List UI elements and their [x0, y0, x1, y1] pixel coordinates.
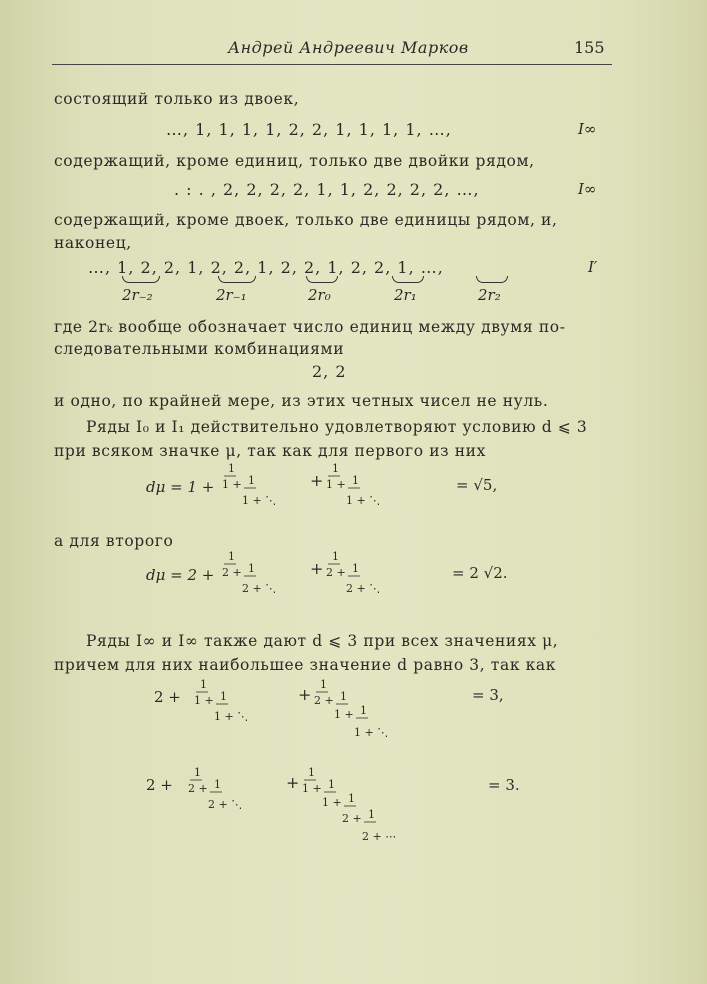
cf4-num-f: 1	[368, 808, 375, 821]
cf4-num-b: 1	[214, 778, 221, 791]
brace-label-3: 2r₀	[308, 286, 331, 304]
cf1-plus: +	[310, 471, 324, 490]
cf1-num-c: 1	[332, 462, 339, 475]
cf4-den-f: 2 + ⋯	[362, 830, 397, 843]
cf3-num-a: 1	[200, 678, 207, 691]
cf4-den-d: 1 +	[322, 796, 342, 809]
text-line-12: Ряды I∞ и I∞ также дают d ⩽ 3 при всех значениях μ,	[86, 632, 559, 650]
cf3-num-c: 1	[320, 678, 327, 691]
cf2-den-d: 2 + ⋱	[346, 582, 381, 595]
page-number: 155	[574, 38, 605, 57]
text-line-2: содержащий, кроме единиц, только две двойки рядом,	[54, 152, 535, 170]
underbrace-3	[306, 276, 338, 283]
cf2-num-b: 1	[248, 562, 255, 575]
formula-1-continued-fraction	[222, 460, 472, 524]
cf2-den-b: 2 + ⋱	[242, 582, 277, 595]
text-line-8: и одно, по крайней мере, из этих четных чисел не нуль.	[54, 392, 549, 410]
brace-label-1: 2r₋₂	[122, 286, 153, 304]
cf4-den-b: 2 + ⋱	[208, 798, 243, 811]
formula-3-rhs: = 3,	[472, 686, 504, 704]
text-line-3: содержащий, кроме двоек, только две единицы рядом, и,	[54, 211, 558, 229]
formula-2-continued-fraction	[222, 548, 472, 612]
underbrace-1	[122, 276, 160, 283]
text-line-4: наконец,	[54, 234, 132, 252]
label-i-prime: I′	[588, 258, 598, 276]
cf2-den-a: 2 +	[222, 566, 242, 579]
cf3-num-b: 1	[220, 690, 227, 703]
text-line-13: причем для них наибольшее значение d равно 3, так как	[54, 656, 557, 674]
cf3-den-d: 1 +	[334, 708, 354, 721]
cf1-den-d: 1 + ⋱	[346, 494, 381, 507]
cf4-den-e: 2 +	[342, 812, 362, 825]
brace-label-4: 2r₁	[394, 286, 417, 304]
text-line-10: при всяком значке μ, так как для первого из них	[54, 442, 486, 460]
text-line-5: где 2rₖ вообще обозначает число единиц между двумя по-	[54, 318, 566, 336]
text-line-9: Ряды I₀ и I₁ действительно удовлетворяют условию d ⩽ 3	[86, 418, 588, 436]
formula-4-rhs: = 3.	[488, 776, 520, 794]
cf1-num-a: 1	[228, 462, 235, 475]
formula-3-continued-fraction	[194, 676, 454, 760]
cf4-num-e: 1	[348, 792, 355, 805]
running-header-title: Андрей Андреевич Марков	[228, 38, 469, 57]
cf1-den-c: 1 +	[326, 478, 346, 491]
underbrace-4	[392, 276, 424, 283]
cf3-plus: +	[298, 685, 312, 704]
formula-2-rhs: = 2 √2.	[452, 564, 508, 582]
cf1-num-b: 1	[248, 474, 255, 487]
cf2-num-d: 1	[352, 562, 359, 575]
formula-4-continued-fraction	[188, 764, 488, 864]
cf4-num-c: 1	[308, 766, 315, 779]
sequence-1: …, 1, 1, 1, 1, 2, 2, 1, 1, 1, 1, …,	[166, 120, 452, 139]
combination-2-2: 2, 2	[312, 362, 347, 381]
cf3-den-e: 1 + ⋱	[354, 726, 389, 739]
text-line-1: состоящий только из двоек,	[54, 90, 300, 108]
sequence-3: …, 1, 2, 2, 1, 2, 2, 1, 2, 2, 1, 2, 2, 1, …,	[88, 258, 444, 277]
header-rule	[52, 64, 612, 65]
brace-label-5: 2r₂	[478, 286, 501, 304]
cf1-den-b: 1 + ⋱	[242, 494, 277, 507]
cf1-den-a: 1 +	[222, 478, 242, 491]
cf3-den-c: 2 +	[314, 694, 334, 707]
formula-1-rhs: = √5,	[456, 476, 498, 494]
cf4-plus: +	[286, 773, 300, 792]
formula-3-lhs: 2 +	[154, 688, 181, 706]
cf4-num-d: 1	[328, 778, 335, 791]
formula-2-lhs: dμ = 2 +	[146, 566, 215, 584]
cf4-den-a: 2 +	[188, 782, 208, 795]
cf4-num-a: 1	[194, 766, 201, 779]
underbrace-5	[476, 276, 508, 283]
cf2-num-a: 1	[228, 550, 235, 563]
cf3-den-b: 1 + ⋱	[214, 710, 249, 723]
sequence-2: . : . , 2, 2, 2, 2, 1, 1, 2, 2, 2, 2, …,	[174, 180, 480, 199]
cf2-num-c: 1	[332, 550, 339, 563]
formula-1-lhs: dμ = 1 +	[146, 478, 215, 496]
underbrace-2	[218, 276, 256, 283]
cf2-den-c: 2 +	[326, 566, 346, 579]
label-i-inf-2: I∞	[578, 180, 597, 198]
cf3-num-d: 1	[340, 690, 347, 703]
formula-4-lhs: 2 +	[146, 776, 173, 794]
cf3-den-a: 1 +	[194, 694, 214, 707]
text-line-11: а для второго	[54, 532, 174, 550]
brace-label-2: 2r₋₁	[216, 286, 247, 304]
cf2-plus: +	[310, 559, 324, 578]
cf4-den-c: 1 +	[302, 782, 322, 795]
cf1-num-d: 1	[352, 474, 359, 487]
text-line-6: следовательными комбинациями	[54, 340, 345, 358]
cf3-num-e: 1	[360, 704, 367, 717]
label-i-inf-1: I∞	[578, 120, 597, 138]
